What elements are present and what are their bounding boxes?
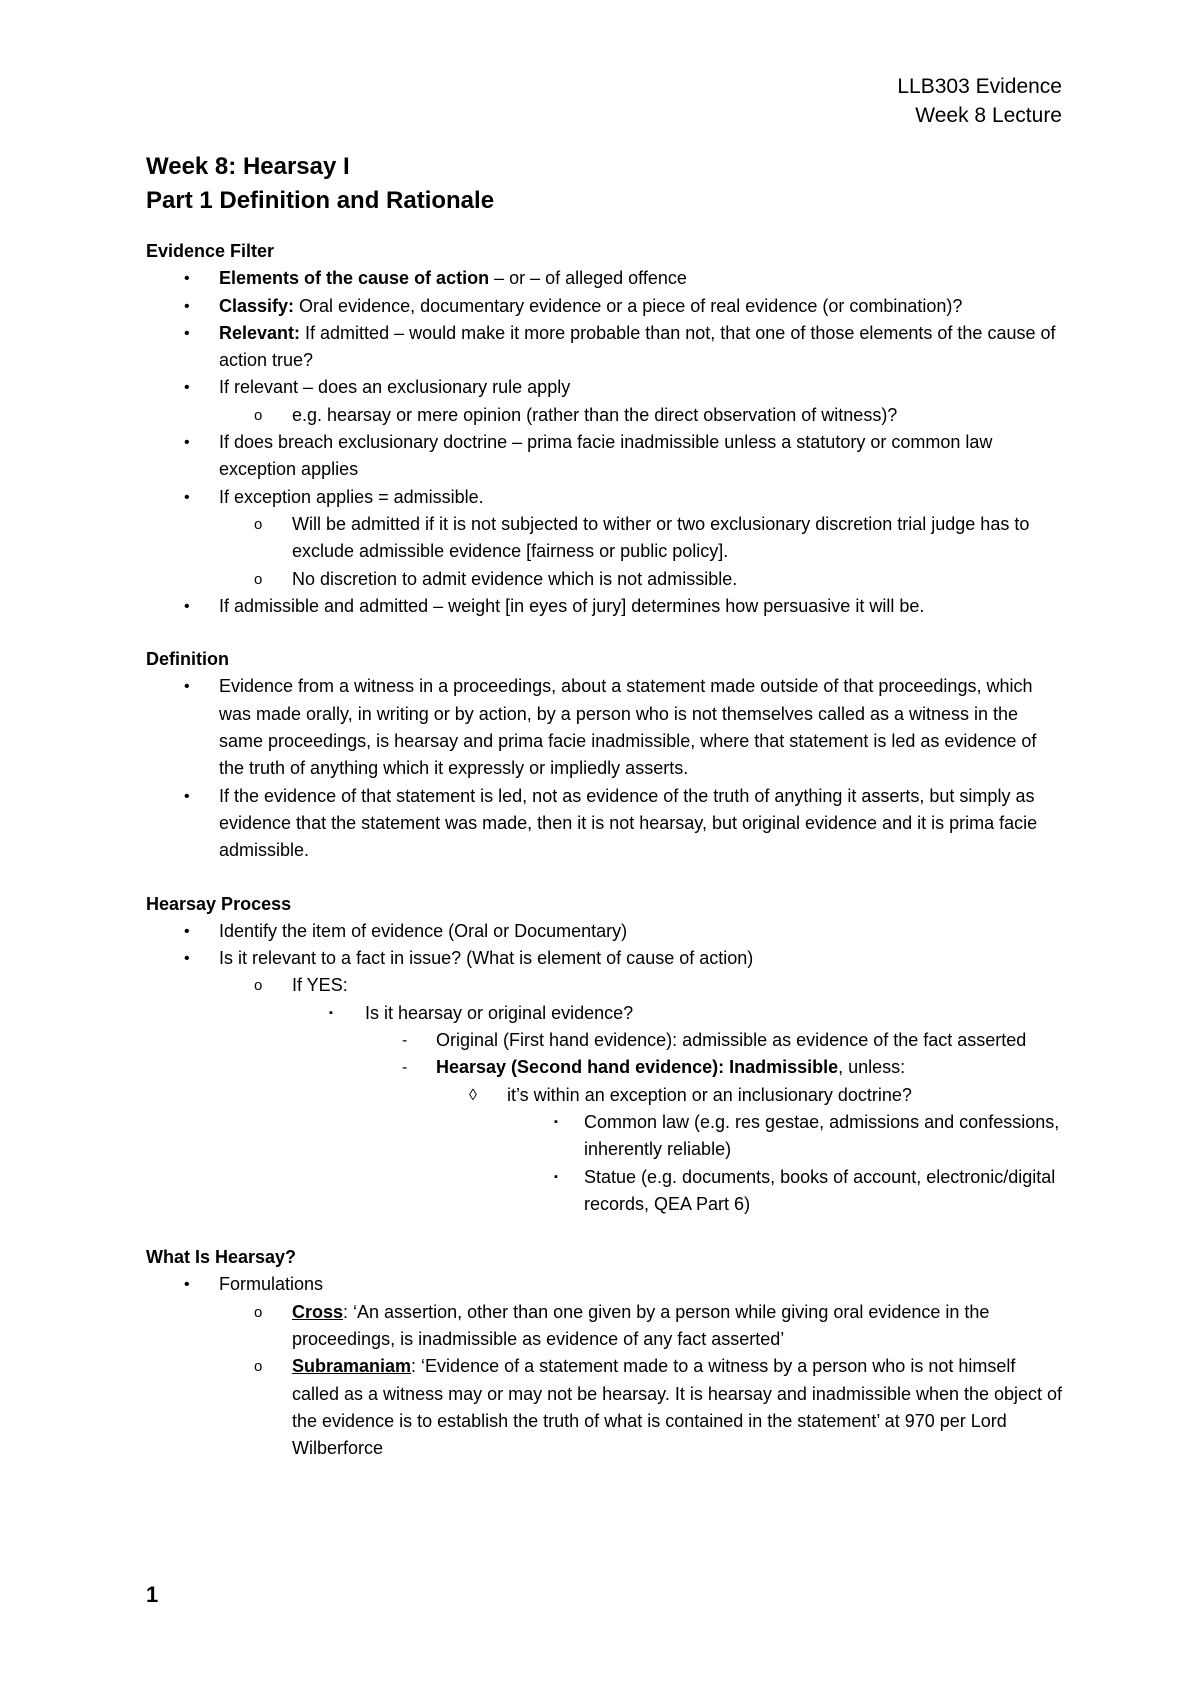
bullet-icon: • <box>184 678 190 696</box>
bullet-icon: • <box>184 787 190 805</box>
circle-bullet-icon: o <box>254 570 263 588</box>
list-item: o Will be admitted if it is not subjected to wither or two exclusionary discretion trial judge has to exclude admissible evidence [fairness or public policy]. <box>146 511 1066 566</box>
circle-bullet-icon: o <box>254 515 263 533</box>
list-item: ▪ Common law (e.g. res gestae, admissions and confessions, inherently reliable) <box>146 1109 1066 1164</box>
lecture-label: Week 8 Lecture <box>915 104 1062 127</box>
list-item: ▪ Statue (e.g. documents, books of account, electronic/digital records, QEA Part 6) <box>146 1164 1066 1219</box>
list-item: - Hearsay (Second hand evidence): Inadmissible, unless: <box>146 1054 1066 1081</box>
section-heading: What Is Hearsay? <box>146 1247 297 1268</box>
bullet-list <box>146 265 1066 620</box>
list-item: • If the evidence of that statement is led, not as evidence of the truth of anything it asserts, but simply as evidence that the statement was made, then it is not hearsay, but original evidence and it is prima facie admissible. <box>146 783 1066 865</box>
section-heading: Definition <box>146 649 229 670</box>
dash-bullet-icon: - <box>402 1059 408 1077</box>
bullet-icon: • <box>184 1276 190 1294</box>
list-item: • If does breach exclusionary doctrine – prima facie inadmissible unless a statutory or common law exception applies <box>146 429 1066 484</box>
circle-bullet-icon: o <box>254 406 263 424</box>
dash-bullet-icon: - <box>402 1032 408 1050</box>
page-header <box>897 72 1062 130</box>
case-name-subramaniam: Subramaniam <box>292 1356 412 1377</box>
square-bullet-icon: ▪ <box>329 1006 333 1019</box>
bullet-icon: • <box>184 297 190 315</box>
title-line-2: Part 1 Definition and Rationale <box>146 187 495 214</box>
section-hearsay-process <box>146 891 1066 1219</box>
bullet-icon: • <box>184 379 190 397</box>
document-title <box>146 150 494 218</box>
list-item: • Evidence from a witness in a proceedings, about a statement made outside of that proceedings, which was made orally, in writing or by action, by a person who is not themselves called as a witness in the same proceedings, is hearsay and prima facie inadmissible, where that statement is led as evidence of the truth of anything which it expressly or impliedly asserts. <box>146 673 1066 782</box>
bullet-icon: • <box>184 597 190 615</box>
bullet-list <box>146 918 1066 1218</box>
section-heading: Hearsay Process <box>146 893 292 914</box>
list-item: • Relevant: If admitted – would make it more probable than not, that one of those elements of the cause of action true? <box>146 320 1066 375</box>
document-body <box>146 238 1066 1462</box>
list-item: • If exception applies = admissible. <box>146 484 1066 511</box>
list-item: o No discretion to admit evidence which is not admissible. <box>146 566 1066 593</box>
list-item: • Is it relevant to a fact in issue? (What is element of cause of action) <box>146 945 1066 972</box>
list-item: o Subramaniam: ‘Evidence of a statement made to a witness by a person who is not himself called as a witness may or may not be hearsay. It is hearsay and inadmissible when the object of the evidence is to establish the truth of what is contained in the statement’ at 970 per Lord Wilberforce <box>146 1353 1066 1462</box>
section-what-is-hearsay <box>146 1244 1066 1462</box>
list-item: o Cross: ‘An assertion, other than one given by a person while giving oral evidence in the proceedings, is inadmissible as evidence of any fact asserted’ <box>146 1299 1066 1354</box>
list-item: • Elements of the cause of action – or – of alleged offence <box>146 265 1066 292</box>
list-item: • If relevant – does an exclusionary rule apply <box>146 374 1066 401</box>
list-item: ▪ Is it hearsay or original evidence? <box>146 1000 1066 1027</box>
list-item: o If YES: <box>146 972 1066 999</box>
list-item: - Original (First hand evidence): admissible as evidence of the fact asserted <box>146 1027 1066 1054</box>
bullet-icon: • <box>184 922 190 940</box>
list-item: • Identify the item of evidence (Oral or Documentary) <box>146 918 1066 945</box>
page-number: 1 <box>146 1582 159 1607</box>
circle-bullet-icon: o <box>254 1358 263 1376</box>
case-name-cross: Cross <box>292 1301 344 1322</box>
list-item: • If admissible and admitted – weight [in eyes of jury] determines how persuasive it will be. <box>146 593 1066 620</box>
section-evidence-filter <box>146 238 1066 620</box>
section-definition <box>146 646 1066 864</box>
diamond-bullet-icon: ◊ <box>469 1086 477 1104</box>
bullet-icon: • <box>184 270 190 288</box>
title-line-1: Week 8: Hearsay I <box>146 153 350 180</box>
bullet-icon: • <box>184 324 190 342</box>
circle-bullet-icon: o <box>254 977 263 995</box>
square-bullet-icon: ▪ <box>554 1170 558 1183</box>
course-code: LLB303 Evidence <box>897 75 1062 98</box>
circle-bullet-icon: o <box>254 1303 263 1321</box>
section-heading: Evidence Filter <box>146 241 275 261</box>
list-item: ◊ it’s within an exception or an inclusionary doctrine? <box>146 1082 1066 1109</box>
list-item: • Classify: Oral evidence, documentary evidence or a piece of real evidence (or combination)? <box>146 293 1066 320</box>
bullet-list <box>146 1271 1066 1462</box>
list-item: • Formulations <box>146 1271 1066 1298</box>
bullet-icon: • <box>184 950 190 968</box>
square-bullet-icon: ▪ <box>554 1115 558 1128</box>
bullet-icon: • <box>184 488 190 506</box>
list-item: o e.g. hearsay or mere opinion (rather than the direct observation of witness)? <box>146 402 1066 429</box>
bullet-icon: • <box>184 434 190 452</box>
bullet-list <box>146 673 1066 864</box>
